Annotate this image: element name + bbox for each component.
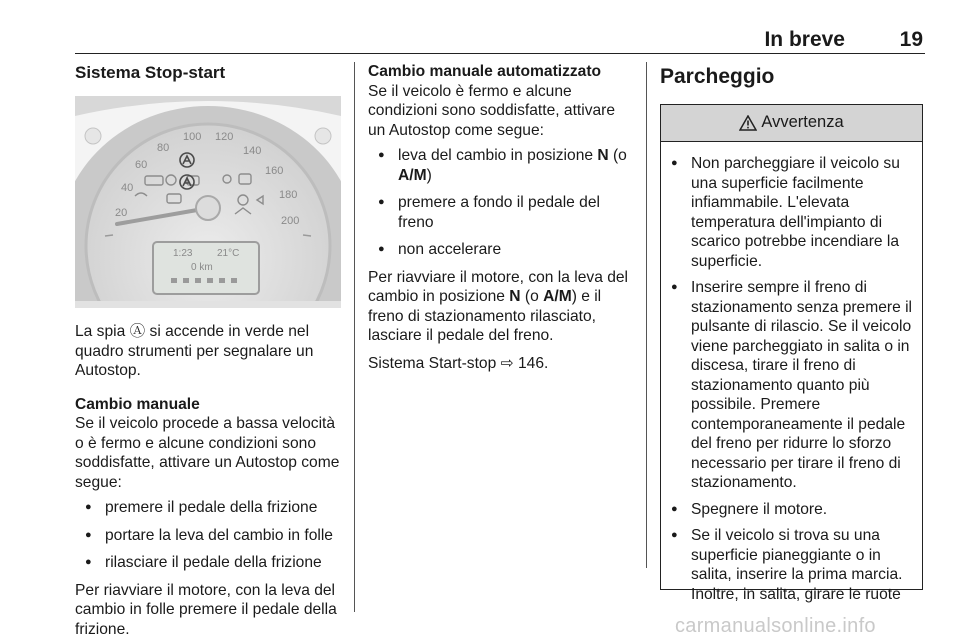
paragraph-text: Per riavviare il motore, con la leva del cambio in posizione — [368, 268, 629, 305]
speed-label: 80 — [157, 142, 170, 154]
speed-label: 60 — [135, 159, 148, 171]
list-item: ● premere il pedale della frizione — [75, 498, 341, 518]
warning-list — [667, 154, 916, 604]
header-title: In breve — [764, 28, 845, 51]
gear-am-label: A/M — [398, 166, 427, 184]
warning-header — [661, 105, 922, 142]
display-time: 1:23 — [173, 248, 193, 259]
warning-title: Avvertenza — [761, 113, 844, 132]
column-automated-gearbox — [368, 62, 633, 373]
bullet-text: (o — [608, 147, 627, 164]
list-item: ● portare la leva del cambio in folle — [75, 526, 341, 546]
gear-n-label: N — [509, 288, 521, 305]
column-stop-start — [75, 62, 341, 639]
display-temperature: 21°C — [217, 248, 240, 259]
page-number: 19 — [899, 28, 923, 51]
list-item: ● Non parcheggiare il veicolo su una superficie facilmente infiammabile. L'elevata temperatura dell'impianto di scarico potrebbe incendiare la superficie. — [667, 154, 916, 271]
paragraph: Se il veicolo è fermo e alcune condizioni sono soddisfatte, attivare un Autostop come segue: — [368, 82, 616, 139]
paragraph: Per riavviare il motore, con la leva del cambio in folle premere il pedale della frizione. — [75, 581, 337, 638]
list-item: ● Inserire sempre il freno di stazionamento senza premere il pulsante di rilascio. Se il veicolo viene parcheggiato in salita o in discesa, tirare il freno di stazionamento quanto più possibile. Premere contemporaneamente il pedale del freno per ridurre lo sforzo necessario per tirare il freno di stazionamento. — [667, 278, 916, 493]
speed-label: 140 — [243, 145, 262, 157]
gear-n-label: N — [597, 147, 609, 164]
speed-label: 40 — [121, 182, 134, 194]
paragraph-text: ) e il freno di stazionamento rilasciato, lasciare il pedale del freno. — [368, 288, 602, 344]
gear-am-label: A/M — [543, 288, 572, 305]
speed-label: 180 — [279, 189, 298, 201]
subsection-title: Cambio manuale automatizzato — [368, 63, 602, 80]
section-title: Sistema Stop-start — [75, 63, 226, 82]
speed-label: 200 — [281, 215, 300, 227]
warning-box — [660, 104, 923, 603]
cross-reference: Sistema Start-stop ⇨ 146. — [368, 354, 549, 372]
paragraph: La spia Ⓐ si accende in verde nel quadro strumenti per segnalare un Autostop. — [75, 323, 314, 379]
speed-label: 20 — [115, 207, 128, 219]
bullet-text: leva del cambio in posizione — [398, 147, 598, 164]
list-item: ● rilasciare il pedale della frizione — [75, 553, 341, 573]
speed-label: 160 — [265, 165, 284, 177]
column-divider — [646, 62, 647, 568]
list-item: ● premere a fondo il pedale del freno — [368, 193, 633, 232]
bullet-text: ) — [426, 166, 432, 184]
bullet-list — [75, 498, 341, 573]
list-item: ● Se il veicolo si trova su una superficie pianeggiante o in salita, inserire la prima marcia. Inoltre, in salita, girare le ruote — [667, 526, 916, 604]
section-title: Parcheggio — [660, 65, 775, 88]
paragraph-text: (o — [520, 288, 544, 305]
list-item: ● non accelerare — [368, 240, 633, 260]
instrument-cluster-illustration — [75, 96, 341, 308]
paragraph: Se il veicolo procede a bassa velocità o è fermo e alcune condizioni sono soddisfatte, attivare un Autostop come segue: — [75, 415, 340, 491]
page-header — [75, 27, 925, 54]
watermark: carmanualsonline.info — [675, 615, 876, 637]
paragraph — [368, 268, 633, 346]
subsection-title: Cambio manuale — [75, 395, 200, 413]
column-divider — [354, 62, 355, 612]
warning-triangle-icon — [739, 115, 757, 131]
speed-label: 100 — [183, 131, 202, 143]
list-item — [368, 146, 633, 185]
bullet-list — [368, 146, 633, 260]
list-item: ● Spegnere il motore. — [667, 500, 916, 520]
column-parking — [660, 62, 923, 603]
display-odometer: 0 km — [191, 262, 213, 273]
speed-label: 120 — [215, 131, 234, 143]
